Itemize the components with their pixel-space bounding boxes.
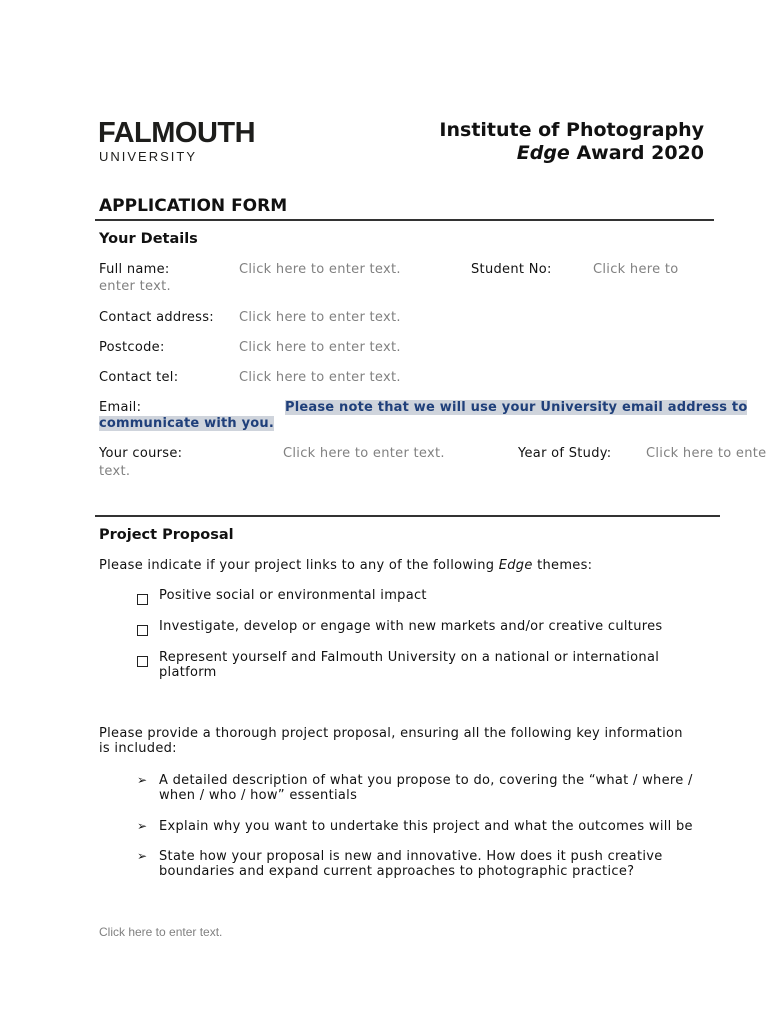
year-field-wrap[interactable]: text.	[99, 464, 131, 479]
themes-intro-edge: Edge	[498, 558, 533, 573]
theme-label-1: Positive social or environmental impact	[159, 588, 427, 603]
details-heading: Your Details	[99, 231, 198, 247]
university-logo-name: FALMOUTH	[98, 117, 256, 149]
student-no-field-wrap[interactable]: enter text.	[99, 279, 171, 294]
proposal-instruction: Please provide a thorough project proposal, ensuring all the following key information	[99, 726, 683, 741]
form-title: APPLICATION FORM	[99, 196, 288, 216]
email-note-line1: Please note that we will use your University email address to	[285, 400, 748, 415]
point-1: A detailed description of what you propose to do, covering the “what / where /	[159, 773, 693, 788]
theme-checkbox-1[interactable]	[137, 590, 148, 609]
theme-checkbox-3[interactable]	[137, 652, 148, 671]
arrow-bullet-icon: ➢	[137, 849, 148, 863]
email-note-line2: communicate with you.	[99, 416, 274, 431]
award-text: Award 2020	[576, 142, 704, 164]
tel-field[interactable]: Click here to enter text.	[239, 370, 401, 385]
year-label: Year of Study:	[518, 446, 612, 461]
university-logo-sub: UNIVERSITY	[99, 149, 198, 164]
themes-intro-b: themes:	[532, 558, 593, 573]
edge-word: Edge	[516, 142, 570, 164]
proposal-heading: Project Proposal	[99, 527, 234, 543]
tel-label: Contact tel:	[99, 370, 179, 385]
theme-label-3: Represent yourself and Falmouth University on a national or international	[159, 650, 660, 665]
course-label: Your course:	[99, 446, 183, 461]
email-note[interactable]	[99, 400, 770, 432]
themes-intro-a: Please indicate if your project links to any of the following	[99, 558, 499, 573]
student-no-field[interactable]: Click here to	[593, 262, 679, 277]
section-divider	[95, 515, 720, 517]
themes-intro	[99, 558, 592, 573]
email-label: Email:	[99, 400, 142, 415]
address-label: Contact address:	[99, 310, 214, 325]
award-line	[439, 142, 704, 165]
institute-line: Institute of Photography	[439, 119, 704, 141]
year-field[interactable]: Click here to ente	[646, 446, 767, 461]
proposal-instruction-wrap: is included:	[99, 741, 177, 756]
point-3: State how your proposal is new and innovative. How does it push creative	[159, 849, 663, 864]
point-1-wrap: when / who / how” essentials	[159, 788, 358, 803]
arrow-bullet-icon: ➢	[137, 819, 148, 833]
full-name-label: Full name:	[99, 262, 170, 277]
theme-label-2: Investigate, develop or engage with new markets and/or creative cultures	[159, 619, 663, 634]
course-field[interactable]: Click here to enter text.	[283, 446, 445, 461]
point-2: Explain why you want to undertake this project and what the outcomes will be	[159, 819, 693, 834]
institute-title	[439, 119, 704, 165]
theme-checkbox-2[interactable]	[137, 621, 148, 640]
address-field[interactable]: Click here to enter text.	[239, 310, 401, 325]
point-3-wrap: boundaries and expand current approaches to photographic practice?	[159, 864, 635, 879]
postcode-label: Postcode:	[99, 340, 165, 355]
title-divider	[95, 219, 714, 221]
proposal-answer-field[interactable]: Click here to enter text.	[99, 925, 223, 939]
theme-label-3-wrap: platform	[159, 665, 217, 680]
postcode-field[interactable]: Click here to enter text.	[239, 340, 401, 355]
student-no-label: Student No:	[471, 262, 552, 277]
arrow-bullet-icon: ➢	[137, 773, 148, 787]
full-name-field[interactable]: Click here to enter text.	[239, 262, 401, 277]
